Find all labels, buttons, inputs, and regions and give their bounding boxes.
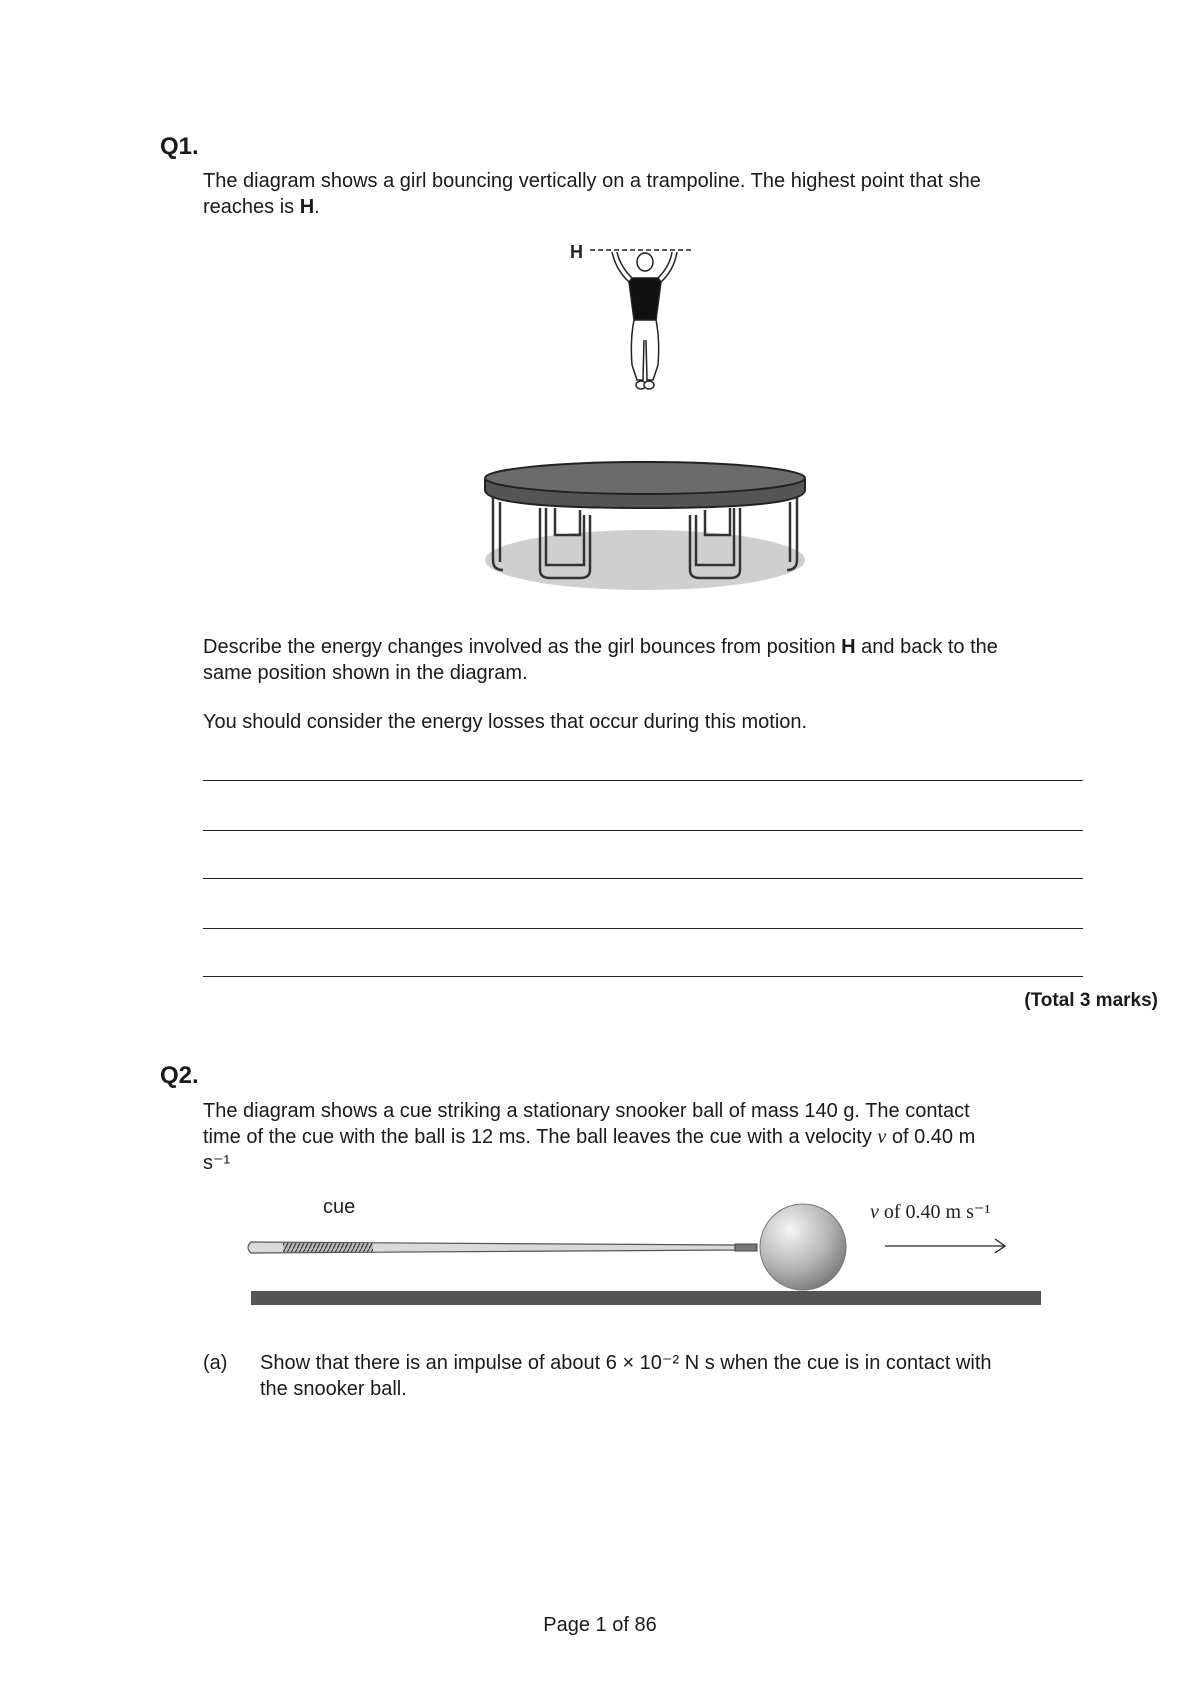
- intro-line-1: The diagram shows a girl bouncing vertically on a trampoline. The highest point that she: [203, 170, 981, 192]
- cue-stick: [248, 1242, 757, 1253]
- question-1-number: Q1.: [160, 133, 199, 160]
- h-label: H: [570, 242, 583, 262]
- velocity-arrow: [885, 1239, 1005, 1253]
- girl-figure: [612, 252, 677, 389]
- q2-velocity-symbol: v: [877, 1126, 887, 1148]
- q2-intro-text-end: of 0.40 m: [886, 1126, 976, 1148]
- answer-line-5[interactable]: [203, 976, 1083, 977]
- intro-highlight: H: [299, 196, 315, 218]
- trampoline-figure: [480, 240, 820, 600]
- describe-line-2: same position shown in the diagram.: [203, 662, 528, 684]
- part-a-text: [260, 1350, 1100, 1402]
- answer-line-1[interactable]: [203, 780, 1083, 781]
- intro-text-end: .: [314, 196, 320, 218]
- answer-line-3[interactable]: [203, 878, 1083, 879]
- snooker-ball: [760, 1204, 846, 1290]
- describe-text: Describe the energy changes involved as the girl bounces from position: [203, 636, 842, 658]
- trampoline-diagram: [480, 240, 820, 600]
- q2-intro-text: time of the cue with the ball is 12 ms. The ball leaves the cue with a velocity: [203, 1126, 878, 1148]
- part-a-line-2: the snooker ball.: [260, 1378, 407, 1400]
- trampoline-shadow: [485, 530, 805, 590]
- part-a-line-1: Show that there is an impulse of about 6 × 10⁻² N s when the cue is in contact with: [260, 1352, 992, 1374]
- question-1-consider: You should consider the energy losses that occur during this motion.: [203, 711, 808, 733]
- velocity-label: v of 0.40 m s⁻¹: [870, 1201, 991, 1223]
- q2-intro-line-3: s⁻¹: [203, 1152, 231, 1174]
- page-footer: Page 1 of 86: [543, 1614, 657, 1636]
- q2-intro-line-2: [203, 1124, 1103, 1150]
- describe-highlight: H: [841, 636, 856, 658]
- answer-line-2[interactable]: [203, 830, 1083, 831]
- q2-intro-line-1: The diagram shows a cue striking a stationary snooker ball of mass 140 g. The contact: [203, 1100, 970, 1122]
- describe-line-1: [203, 634, 1103, 660]
- cue-label: cue: [323, 1196, 356, 1218]
- describe-text-end: and back to the: [855, 636, 998, 658]
- trampoline-mat: [485, 462, 805, 494]
- question-2-intro: [203, 1098, 1103, 1176]
- question-1-total-marks: (Total 3 marks): [1024, 990, 1158, 1011]
- intro-text: reaches is: [203, 196, 300, 218]
- question-2-number: Q2.: [160, 1062, 199, 1089]
- cue-ball-diagram: [245, 1185, 1045, 1315]
- intro-line-2: [203, 194, 1103, 220]
- part-a-label: (a): [203, 1352, 228, 1374]
- question-1-intro: [203, 168, 1103, 220]
- question-1-describe: [203, 634, 1103, 686]
- answer-line-4[interactable]: [203, 928, 1083, 929]
- table-surface: [251, 1291, 1041, 1305]
- cue-ball-figure: [245, 1185, 1045, 1315]
